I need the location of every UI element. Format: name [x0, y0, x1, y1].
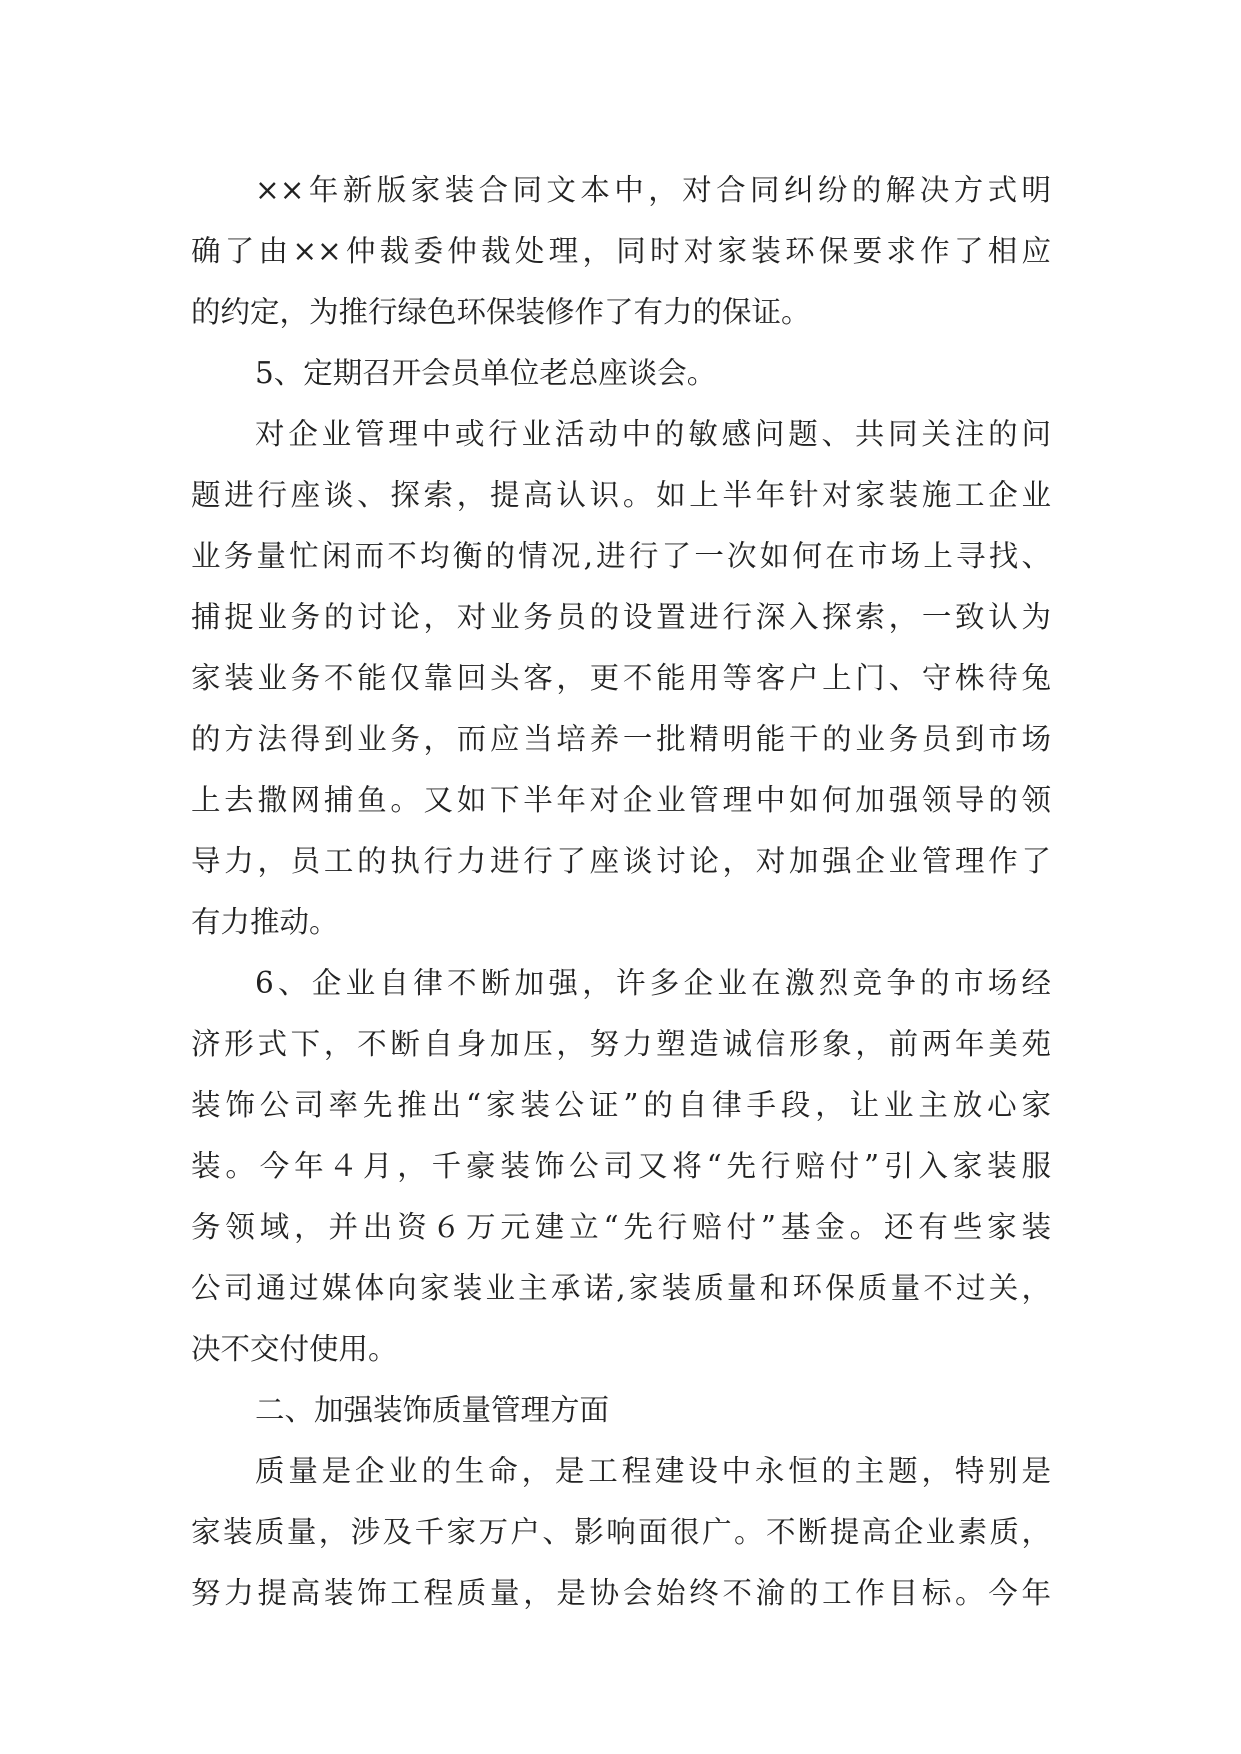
paragraph-contract-text — [191, 160, 1051, 343]
text-line: 努力提高装饰工程质量，是协会始终不渝的工作目标。今年 — [191, 1576, 1051, 1610]
text-line: 家装质量，涉及千家万户、影响面很广。不断提高企业素质， — [191, 1515, 1051, 1549]
text-line: 公司通过媒体向家装业主承诺,家装质量和环保质量不过关， — [191, 1271, 1051, 1305]
text-line: ××年新版家装合同文本中，对合同纠纷的解决方式明 — [255, 173, 1051, 207]
text-line: 装。今年４月，千豪装饰公司又将“先行赔付”引入家装服 — [191, 1149, 1051, 1183]
text-line: 的约定，为推行绿色环保装修作了有力的保证。 — [191, 295, 811, 329]
text-line: 家装业务不能仅靠回头客，更不能用等客户上门、守株待兔 — [191, 661, 1051, 695]
paragraph-item-5-heading — [191, 343, 1051, 404]
text-line: 6、企业自律不断加强，许多企业在激烈竞争的市场经 — [255, 966, 1051, 1000]
text-line: 对企业管理中或行业活动中的敏感问题、共同关注的问 — [255, 417, 1051, 451]
text-line: 质量是企业的生命，是工程建设中永恒的主题，特别是 — [255, 1454, 1051, 1488]
text-line: 有力推动。 — [191, 905, 339, 939]
text-line: 上去撒网捕鱼。又如下半年对企业管理中如何加强领导的领 — [191, 783, 1051, 817]
text-line: 业务量忙闲而不均衡的情况,进行了一次如何在市场上寻找、 — [191, 539, 1051, 573]
document-body — [191, 160, 1051, 1624]
section-heading-quality-management — [191, 1380, 1051, 1441]
paragraph-seminar-description — [191, 404, 1051, 953]
paragraph-quality-description — [191, 1441, 1051, 1624]
text-line: 济形式下，不断自身加压，努力塑造诚信形象，前两年美苑 — [191, 1027, 1051, 1061]
paragraph-item-6-self-discipline — [191, 953, 1051, 1380]
text-line: 题进行座谈、探索，提高认识。如上半年针对家装施工企业 — [191, 478, 1051, 512]
text-line: 确了由××仲裁委仲裁处理，同时对家装环保要求作了相应 — [191, 234, 1051, 268]
text-line: 导力，员工的执行力进行了座谈讨论，对加强企业管理作了 — [191, 844, 1051, 878]
text-line: 决不交付使用。 — [191, 1332, 398, 1366]
text-line: 务领域，并出资６万元建立“先行赔付”基金。还有些家装 — [191, 1210, 1051, 1244]
text-line: 的方法得到业务，而应当培养一批精明能干的业务员到市场 — [191, 722, 1051, 756]
text-line: 二、加强装饰质量管理方面 — [255, 1393, 610, 1427]
text-line: 装饰公司率先推出“家装公证”的自律手段，让业主放心家 — [191, 1088, 1051, 1122]
text-line: 捕捉业务的讨论，对业务员的设置进行深入探索，一致认为 — [191, 600, 1051, 634]
text-line: 5、定期召开会员单位老总座谈会。 — [255, 356, 717, 390]
